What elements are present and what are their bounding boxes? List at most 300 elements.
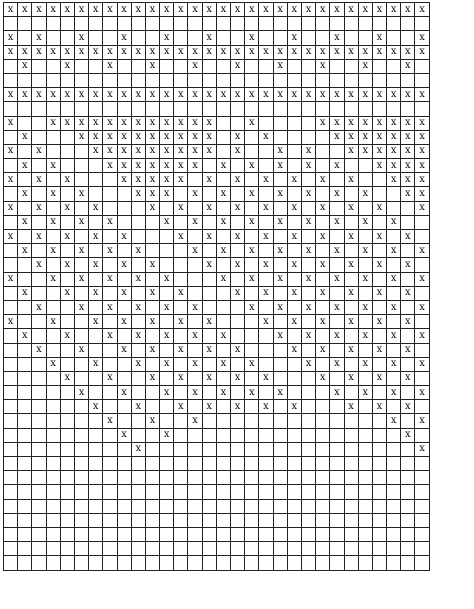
chart-cell	[89, 272, 103, 286]
chart-cell	[32, 386, 46, 400]
chart-cell	[415, 286, 429, 300]
chart-cell	[287, 272, 301, 286]
chart-cell: x	[103, 45, 117, 59]
chart-cell	[301, 31, 315, 45]
chart-cell: x	[401, 116, 415, 130]
chart-cell: x	[32, 45, 46, 59]
chart-cell	[32, 329, 46, 343]
chart-cell	[216, 442, 230, 456]
chart-cell	[316, 144, 330, 158]
chart-cell: x	[216, 329, 230, 343]
chart-cell	[301, 556, 315, 570]
chart-cell	[344, 272, 358, 286]
chart-cell	[273, 428, 287, 442]
chart-cell	[202, 102, 216, 116]
chart-cell	[401, 499, 415, 513]
chart-cell: x	[231, 130, 245, 144]
chart-cell: x	[117, 343, 131, 357]
chart-cell	[287, 144, 301, 158]
chart-cell	[188, 173, 202, 187]
chart-cell: x	[330, 244, 344, 258]
chart-cell	[316, 513, 330, 527]
chart-cell	[231, 73, 245, 87]
chart-cell	[174, 386, 188, 400]
chart-cell	[316, 542, 330, 556]
chart-cell: x	[259, 230, 273, 244]
chart-cell: x	[145, 315, 159, 329]
chart-cell	[188, 343, 202, 357]
chart-cell	[4, 286, 18, 300]
chart-cell	[60, 499, 74, 513]
chart-cell	[4, 442, 18, 456]
chart-cell: x	[316, 258, 330, 272]
chart-cell	[330, 201, 344, 215]
chart-cell: x	[160, 159, 174, 173]
chart-cell	[330, 230, 344, 244]
chart-cell: x	[202, 371, 216, 385]
chart-cell: x	[145, 159, 159, 173]
chart-row	[4, 59, 430, 73]
chart-cell: x	[287, 400, 301, 414]
chart-cell	[74, 457, 88, 471]
chart-cell: x	[301, 144, 315, 158]
chart-cell	[287, 329, 301, 343]
chart-cell	[117, 556, 131, 570]
chart-cell	[316, 556, 330, 570]
chart-cell	[60, 357, 74, 371]
chart-cell	[46, 31, 60, 45]
chart-cell	[103, 428, 117, 442]
chart-cell: x	[89, 315, 103, 329]
chart-cell	[287, 59, 301, 73]
chart-cell	[103, 556, 117, 570]
chart-cell	[287, 159, 301, 173]
chart-cell	[188, 542, 202, 556]
chart-cell: x	[358, 187, 372, 201]
chart-cell: x	[401, 3, 415, 17]
chart-cell: x	[188, 215, 202, 229]
chart-cell	[174, 17, 188, 31]
chart-cell	[316, 300, 330, 314]
chart-cell	[245, 499, 259, 513]
chart-cell: x	[344, 230, 358, 244]
chart-cell: x	[174, 130, 188, 144]
chart-cell	[330, 173, 344, 187]
chart-cell	[259, 471, 273, 485]
chart-cell: x	[145, 144, 159, 158]
chart-cell	[160, 542, 174, 556]
chart-cell	[89, 159, 103, 173]
chart-cell: x	[245, 386, 259, 400]
chart-cell	[89, 244, 103, 258]
chart-cell: x	[131, 173, 145, 187]
chart-cell	[74, 371, 88, 385]
chart-cell: x	[387, 116, 401, 130]
chart-cell	[387, 499, 401, 513]
chart-cell	[216, 73, 230, 87]
chart-cell	[330, 144, 344, 158]
chart-row	[4, 73, 430, 87]
chart-cell	[103, 73, 117, 87]
chart-cell: x	[301, 244, 315, 258]
chart-cell: x	[387, 414, 401, 428]
chart-cell: x	[415, 357, 429, 371]
chart-cell	[89, 102, 103, 116]
chart-cell	[18, 173, 32, 187]
chart-cell: x	[316, 201, 330, 215]
chart-cell	[216, 513, 230, 527]
chart-cell: x	[131, 400, 145, 414]
chart-cell: x	[372, 116, 386, 130]
chart-cell: x	[202, 88, 216, 102]
chart-cell: x	[415, 201, 429, 215]
chart-cell	[231, 215, 245, 229]
chart-cell: x	[131, 159, 145, 173]
chart-cell: x	[18, 187, 32, 201]
chart-cell	[387, 17, 401, 31]
chart-row	[4, 187, 430, 201]
chart-cell: x	[103, 329, 117, 343]
chart-cell	[216, 230, 230, 244]
chart-cell: x	[160, 329, 174, 343]
chart-cell: x	[4, 144, 18, 158]
chart-cell	[259, 272, 273, 286]
chart-cell	[160, 286, 174, 300]
chart-cell	[131, 386, 145, 400]
chart-cell	[4, 499, 18, 513]
chart-row	[4, 31, 430, 45]
chart-cell	[60, 244, 74, 258]
chart-row	[4, 371, 430, 385]
chart-cell: x	[415, 159, 429, 173]
chart-cell	[4, 343, 18, 357]
chart-cell	[231, 116, 245, 130]
chart-cell	[18, 102, 32, 116]
chart-cell	[74, 159, 88, 173]
chart-cell: x	[89, 116, 103, 130]
chart-cell: x	[415, 386, 429, 400]
chart-cell	[103, 286, 117, 300]
chart-cell	[60, 343, 74, 357]
chart-cell	[245, 73, 259, 87]
chart-cell	[174, 215, 188, 229]
chart-cell: x	[387, 357, 401, 371]
chart-row	[4, 428, 430, 442]
chart-cell: x	[344, 173, 358, 187]
chart-cell	[74, 73, 88, 87]
chart-row	[4, 272, 430, 286]
chart-cell	[344, 159, 358, 173]
chart-cell	[401, 73, 415, 87]
chart-cell: x	[4, 31, 18, 45]
chart-cell: x	[216, 215, 230, 229]
chart-cell: x	[145, 286, 159, 300]
chart-cell	[32, 159, 46, 173]
chart-cell	[60, 513, 74, 527]
chart-row	[4, 3, 430, 17]
chart-cell	[231, 556, 245, 570]
chart-cell	[4, 59, 18, 73]
chart-cell	[18, 471, 32, 485]
chart-cell	[415, 315, 429, 329]
chart-cell: x	[387, 3, 401, 17]
chart-cell: x	[259, 286, 273, 300]
chart-cell	[160, 442, 174, 456]
chart-cell	[387, 230, 401, 244]
chart-cell: x	[202, 315, 216, 329]
chart-cell	[160, 499, 174, 513]
chart-cell: x	[245, 31, 259, 45]
chart-cell	[89, 329, 103, 343]
chart-cell	[259, 215, 273, 229]
chart-cell	[145, 457, 159, 471]
chart-cell	[117, 457, 131, 471]
chart-cell: x	[344, 201, 358, 215]
chart-cell	[273, 258, 287, 272]
chart-cell	[358, 513, 372, 527]
chart-cell: x	[174, 159, 188, 173]
chart-cell	[4, 471, 18, 485]
chart-cell	[301, 471, 315, 485]
chart-cell: x	[160, 300, 174, 314]
chart-cell	[216, 17, 230, 31]
chart-cell: x	[301, 159, 315, 173]
chart-row	[4, 457, 430, 471]
chart-cell: x	[415, 88, 429, 102]
chart-cell	[387, 343, 401, 357]
chart-cell: x	[89, 286, 103, 300]
chart-cell: x	[401, 59, 415, 73]
chart-cell	[216, 499, 230, 513]
chart-cell	[330, 556, 344, 570]
chart-cell	[188, 73, 202, 87]
chart-cell	[46, 471, 60, 485]
chart-cell: x	[358, 59, 372, 73]
chart-cell	[4, 556, 18, 570]
chart-cell: x	[316, 116, 330, 130]
chart-cell	[60, 542, 74, 556]
chart-cell	[372, 499, 386, 513]
chart-cell: x	[145, 414, 159, 428]
chart-cell	[46, 329, 60, 343]
chart-cell	[18, 542, 32, 556]
chart-cell	[372, 329, 386, 343]
chart-cell: x	[131, 130, 145, 144]
chart-cell: x	[160, 357, 174, 371]
chart-cell	[89, 428, 103, 442]
chart-cell: x	[60, 201, 74, 215]
chart-cell: x	[174, 88, 188, 102]
chart-cell	[316, 386, 330, 400]
chart-cell: x	[74, 343, 88, 357]
chart-cell: x	[32, 230, 46, 244]
chart-cell: x	[301, 329, 315, 343]
chart-cell	[117, 400, 131, 414]
chart-cell	[117, 471, 131, 485]
chart-cell: x	[46, 116, 60, 130]
chart-cell	[89, 471, 103, 485]
chart-cell	[216, 556, 230, 570]
chart-cell	[231, 513, 245, 527]
chart-cell: x	[316, 173, 330, 187]
chart-cell	[202, 414, 216, 428]
chart-cell	[259, 187, 273, 201]
chart-cell	[387, 527, 401, 541]
chart-cell	[4, 371, 18, 385]
chart-cell: x	[287, 88, 301, 102]
chart-cell: x	[188, 144, 202, 158]
chart-cell	[145, 499, 159, 513]
chart-cell: x	[259, 201, 273, 215]
chart-cell	[245, 542, 259, 556]
chart-cell	[401, 102, 415, 116]
chart-cell	[74, 513, 88, 527]
chart-cell: x	[89, 45, 103, 59]
chart-row	[4, 88, 430, 102]
chart-cell: x	[74, 386, 88, 400]
chart-cell	[145, 329, 159, 343]
chart-cell	[216, 300, 230, 314]
chart-cell: x	[231, 371, 245, 385]
chart-cell	[117, 371, 131, 385]
chart-cell	[60, 471, 74, 485]
chart-cell	[60, 73, 74, 87]
chart-cell	[316, 244, 330, 258]
chart-cell	[344, 414, 358, 428]
chart-cell	[145, 556, 159, 570]
knitting-chart-grid	[3, 2, 430, 571]
chart-cell	[131, 414, 145, 428]
chart-cell	[415, 556, 429, 570]
chart-cell: x	[145, 343, 159, 357]
chart-cell	[4, 457, 18, 471]
chart-cell	[202, 527, 216, 541]
chart-cell: x	[145, 116, 159, 130]
chart-cell: x	[358, 357, 372, 371]
chart-cell	[60, 457, 74, 471]
chart-cell	[245, 286, 259, 300]
chart-cell	[174, 102, 188, 116]
chart-cell	[89, 173, 103, 187]
chart-cell	[316, 102, 330, 116]
chart-cell	[131, 286, 145, 300]
chart-cell	[202, 428, 216, 442]
chart-cell: x	[316, 59, 330, 73]
chart-cell: x	[117, 144, 131, 158]
chart-cell: x	[202, 173, 216, 187]
chart-cell: x	[344, 343, 358, 357]
chart-row	[4, 542, 430, 556]
chart-cell	[145, 300, 159, 314]
chart-cell: x	[401, 428, 415, 442]
chart-cell	[117, 300, 131, 314]
chart-cell	[301, 116, 315, 130]
chart-cell	[46, 300, 60, 314]
chart-cell	[74, 542, 88, 556]
chart-cell	[259, 499, 273, 513]
chart-cell	[18, 315, 32, 329]
chart-cell	[4, 428, 18, 442]
chart-cell	[245, 173, 259, 187]
chart-cell	[387, 286, 401, 300]
chart-cell	[231, 471, 245, 485]
chart-cell	[174, 527, 188, 541]
chart-cell	[231, 442, 245, 456]
chart-cell: x	[174, 371, 188, 385]
chart-cell: x	[372, 343, 386, 357]
chart-cell	[4, 542, 18, 556]
chart-cell	[89, 442, 103, 456]
chart-cell	[231, 485, 245, 499]
chart-cell	[32, 187, 46, 201]
chart-cell: x	[46, 272, 60, 286]
chart-cell	[216, 144, 230, 158]
chart-cell	[231, 414, 245, 428]
chart-cell	[46, 102, 60, 116]
chart-cell: x	[316, 371, 330, 385]
chart-cell	[131, 102, 145, 116]
chart-cell: x	[89, 88, 103, 102]
chart-cell	[202, 457, 216, 471]
chart-cell: x	[89, 201, 103, 215]
chart-cell	[188, 513, 202, 527]
chart-cell	[316, 17, 330, 31]
chart-cell	[216, 527, 230, 541]
chart-cell	[32, 244, 46, 258]
chart-cell: x	[231, 88, 245, 102]
chart-cell: x	[117, 428, 131, 442]
chart-cell	[74, 201, 88, 215]
chart-cell	[174, 457, 188, 471]
chart-cell	[160, 527, 174, 541]
chart-cell	[401, 244, 415, 258]
chart-cell: x	[415, 414, 429, 428]
chart-cell	[103, 31, 117, 45]
chart-cell	[89, 343, 103, 357]
chart-cell	[145, 357, 159, 371]
chart-cell	[18, 343, 32, 357]
chart-cell	[160, 343, 174, 357]
chart-cell	[188, 485, 202, 499]
chart-cell	[358, 471, 372, 485]
chart-cell	[103, 343, 117, 357]
chart-cell	[131, 17, 145, 31]
chart-cell: x	[358, 244, 372, 258]
chart-cell	[287, 357, 301, 371]
chart-cell	[344, 31, 358, 45]
chart-cell	[89, 457, 103, 471]
chart-cell: x	[231, 59, 245, 73]
chart-cell	[32, 542, 46, 556]
chart-cell: x	[287, 3, 301, 17]
chart-cell	[287, 215, 301, 229]
chart-cell	[188, 556, 202, 570]
chart-cell: x	[231, 343, 245, 357]
chart-cell	[145, 102, 159, 116]
chart-cell	[245, 102, 259, 116]
chart-cell	[415, 471, 429, 485]
chart-cell	[18, 258, 32, 272]
chart-cell	[103, 315, 117, 329]
chart-cell: x	[401, 258, 415, 272]
chart-cell	[301, 513, 315, 527]
chart-cell	[46, 542, 60, 556]
chart-row	[4, 414, 430, 428]
chart-cell	[60, 556, 74, 570]
chart-cell	[273, 499, 287, 513]
chart-cell	[287, 428, 301, 442]
chart-cell	[4, 527, 18, 541]
